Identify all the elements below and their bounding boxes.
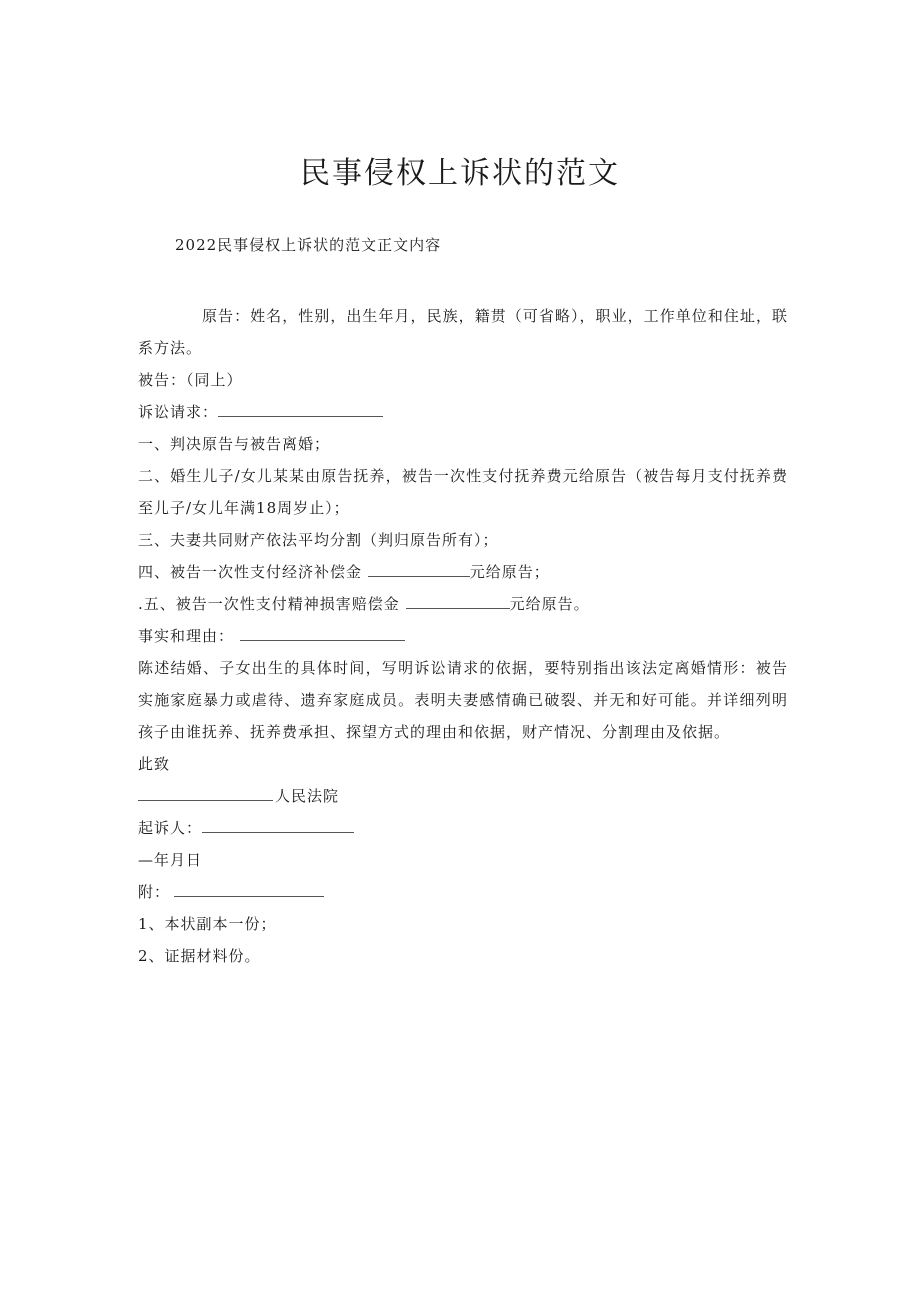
court-blank — [138, 782, 273, 801]
claim-5-suffix: 元给原告。 — [509, 595, 590, 613]
claim-1: 一、判决原告与被告离婚； — [138, 435, 331, 453]
document-title: 民事侵权上诉状的范文 — [300, 156, 620, 191]
attachment-label: 附： — [138, 883, 171, 901]
date-line: —年月日 — [138, 851, 203, 869]
claim-2: 二、婚生儿子/女儿某某由原告抚养，被告一次性支付抚养费元给原告（被告每月支付抚养费至儿子/女儿年满18周岁止）； — [138, 467, 788, 517]
claims-line — [138, 396, 788, 428]
court-line — [138, 780, 788, 812]
facts-blank — [240, 622, 405, 641]
attachment-blank — [174, 878, 324, 897]
claim-5-text: .五、被告一次性支付精神损害赔偿金 — [138, 595, 400, 613]
document-body — [138, 300, 788, 972]
facts-line — [138, 620, 788, 652]
claim-3: 三、夫妻共同财产依法平均分割（判归原告所有）； — [138, 531, 499, 549]
claim-4 — [138, 556, 788, 588]
claim-5-blank — [406, 590, 510, 609]
claim-4-blank — [368, 558, 470, 577]
court-suffix: 人民法院 — [275, 787, 340, 805]
signature-blank — [202, 814, 354, 833]
attachment-line — [138, 876, 788, 908]
claims-blank — [218, 398, 383, 417]
document-subtitle: 2022民事侵权上诉状的范文正文内容 — [175, 236, 442, 254]
signature-label: 起诉人： — [138, 819, 203, 837]
plaintiff-paragraph: 原告：姓名，性别，出生年月，民族，籍贯（可省略），职业，工作单位和住址，联系方法。 — [138, 307, 788, 357]
signature-line — [138, 812, 788, 844]
closing-line: 此致 — [138, 755, 171, 773]
claims-label: 诉讼请求： — [138, 403, 219, 421]
attachment-item-2: 2、证据材料份。 — [138, 947, 261, 965]
claim-4-text: 四、被告一次性支付经济补偿金 — [138, 563, 363, 581]
attachment-item-1: 1、本状副本一份； — [138, 915, 277, 933]
facts-paragraph: 陈述结婚、子女出生的具体时间，写明诉讼请求的依据，要特别指出该法定离婚情形：被告实施家庭暴力或虐待、遗弃家庭成员。表明夫妻感情确已破裂、并无和好可能。并详细列明孩子由谁抚养、抚养费承担、探望方式的理由和依据，财产情况、分割理由及依据。 — [138, 659, 788, 741]
defendant-line: 被告：（同上） — [138, 371, 243, 389]
claim-5 — [138, 588, 788, 620]
claim-4-suffix: 元给原告； — [469, 563, 550, 581]
facts-label: 事实和理由： — [138, 627, 235, 645]
